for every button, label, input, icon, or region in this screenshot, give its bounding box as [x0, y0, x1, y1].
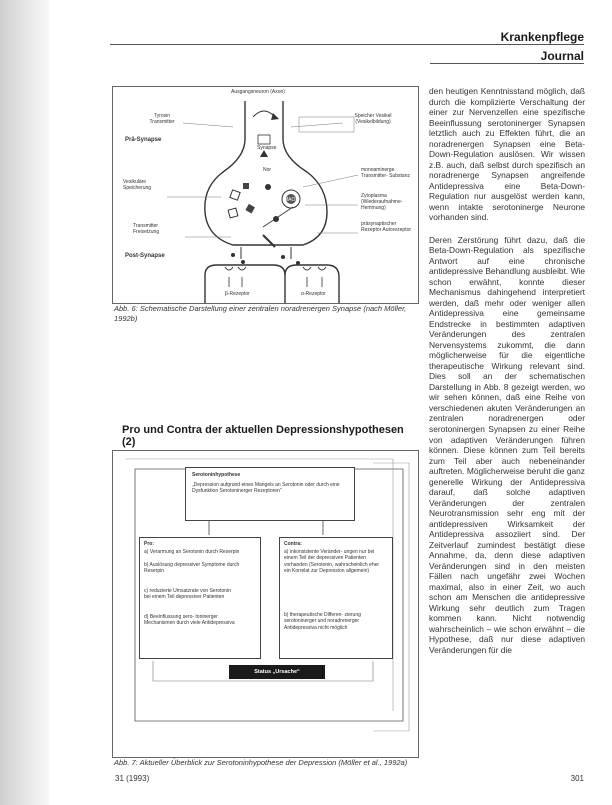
- body-column: [429, 86, 585, 655]
- serotonin-box: [185, 467, 355, 521]
- pro-item-c: c) reduzierte Umsatzrate von Serotonin bei einem Teil depressiver Patienten: [144, 588, 231, 601]
- label-vesikulaere: Vesikuläre Speicherung: [123, 179, 152, 191]
- page-number: 301: [570, 774, 584, 783]
- figure7-caption: Abb. 7: Aktueller Überblick zur Serotoninhypothese der Depression (Möller et al., 1992a): [114, 758, 408, 767]
- label-alpha-receptor: α-Rezeptor: [301, 291, 326, 297]
- pro-heading: Pro:: [144, 541, 154, 547]
- header-rule-2: [430, 63, 584, 64]
- header-rule: [110, 44, 584, 45]
- serotonin-heading: Serotoninhypothese: [192, 472, 241, 478]
- label-zytoplasma: Zytoplasma (Wiederaufnahme- Hemmung): [361, 193, 403, 211]
- label-speicher: Speicher Vesikel (Vesikelbildung): [354, 113, 392, 125]
- pro-item-a: a) Verarmung an Serotonin durch Reserpin: [144, 549, 240, 555]
- contra-heading: Contra:: [284, 541, 302, 547]
- volume-issue: 31 (1993): [115, 774, 150, 783]
- pro-box: [139, 537, 261, 659]
- label-pre-synapse: Prä-Synapse: [125, 137, 162, 143]
- label-tyrosin: Tyrosin Transmitter: [149, 113, 175, 125]
- pro-item-b: b) Auslösung depressiver Symptome durch Reserpin: [144, 562, 240, 575]
- label-autorezeptor: präsynaptischer Rezeptor Autorezeptor: [361, 221, 412, 233]
- box2-title: Pro und Contra der aktuellen Depressionshypothesen (2): [122, 424, 404, 448]
- label-monoaminerge: monoaminerge Transmitter- Substanz: [361, 167, 410, 179]
- label-post-synapse: Post-Synapse: [125, 253, 165, 259]
- paragraph-2: Deren Zerstörung führt dazu, daß die Beta-Down-Regulation als spezifische Antwort auf eine chronische antidepressive Behandlung ausbleibt. Wie schon erwähnt, konnte dieser Mechanismus dahingehend interpretiert werden, daß mehr oder weniger allen Antidepressiva eine gemeinsame Endstrecke in bestimmten adaptiven Veränderungen des zentralen Nervensystems zukommt, die dann möglicherweise für die eigentliche therapeutische Wirkung relevant sind. Dies soll an der schematischen Darstellung in Abb. 8 gezeigt werden, wo wir sehen können, daß eine Reihe von verschiedenen akuten Veränderungen an zentralen noradrenergen oder serotoninergen Synapsen zu einer Reihe von adaptiven Veränderungen führen können. Diese können zum Teil bereits zum Teil aber auch nebeneinander auftreten. Möglicherweise beruht die ganz generelle Wirkung der Antidepressiva darauf, daß solche adaptiven Veränderungen der zentralen Neurotransmission sehr eng mit der antidepressiven Wirksamkeit der Antidepressiva assoziiert sind. Der Zeitverlauf zumindest bestätigt diese Annahme, da, denn diese adaptiven Veränderungen sind in den meisten Fällen nach ungefähr zwei Wochen maximal, also in einer Zeit, wo auch schon am Menschen die antidepressive Wirkung sehr deutlich zum Tragen kommen kann. Nicht notwendig wahrscheinlich – wie schon erwähnt – die Hypothese, daß nur diese adaptiven Veränderungen für die: [429, 234, 585, 655]
- label-freisetzung: Transmitter Freisetzung: [133, 223, 160, 235]
- contra-item-b: b) therapeutische Differen- zierung serotoninerger und noradrenerger Antidepressiva nicht möglich: [284, 612, 361, 631]
- serotonin-figure: [112, 450, 419, 758]
- paragraph-1: den heutigen Kenntnisstand möglich, daß durch die komplizierte Verschaltung der einer zur Nervenzellen eine spezifische Beeinflussung serotoninerger Synapsen letztlich auch zu Effekten führt, die an noradrenergen Synapsen eine Beta-Down-Regulation auslösen. Wir wissen z.B. auch, daß selbst durch spezifisch an noradrenerge Synapsen angreifende Antidepressiva eine Beta-Down-Regulation nur ausgelöst werden kann, wenn intakte serotoninerge Neurone vorhanden sind.: [429, 86, 585, 223]
- book-spine-shadow: [0, 0, 50, 805]
- journal-title: Krankenpflege: [500, 30, 584, 44]
- label-beta-receptor: β-Rezeptor: [225, 291, 250, 297]
- figure6-caption: Abb. 6: Schematische Darstellung einer zentralen noradrenergen Synapse (nach Möller, 1992b): [114, 304, 407, 323]
- serotonin-text: „Depression aufgrund eines Mangels an Serotonin oder durch eine Dysfunktion Serotoninerger Rezeptoren“: [192, 482, 340, 495]
- label-axon: Ausgangsneuron (Axon): [231, 89, 285, 95]
- label-mao: MAO: [284, 197, 296, 203]
- synapse-figure: [112, 86, 419, 304]
- pro-item-d: d) Beeinflussung sero- toninerger Mechanismen durch viele Antidepressiva: [144, 614, 235, 627]
- contra-box: [279, 537, 393, 659]
- status-band: Status „Ursache“: [229, 665, 325, 679]
- contra-item-a: a) inkonsistente Veränder- ungen nur bei einem Teil der depressiven Patienten vorhanden (Serotonin, wahrscheinlich eher ein Korrelat zur Depression allgemein): [284, 549, 380, 574]
- label-nor: Nor: [263, 167, 272, 173]
- label-synapse: Synapse: [257, 145, 277, 151]
- journal-subtitle: Journal: [540, 49, 584, 63]
